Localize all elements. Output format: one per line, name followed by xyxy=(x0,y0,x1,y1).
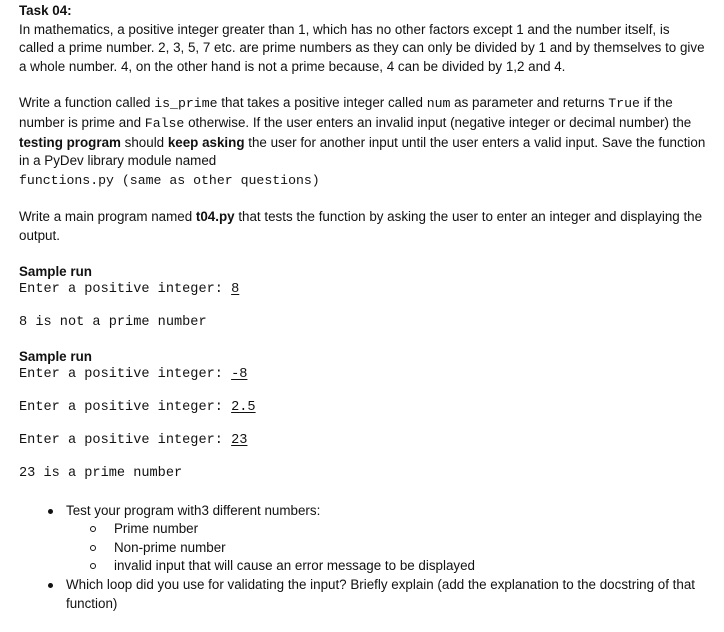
sample-run-label: Sample run xyxy=(19,348,92,364)
main-text-1: Write a main program named xyxy=(19,209,196,225)
sample-run-output: 8 is not a prime number xyxy=(19,314,207,330)
sample-run-1 xyxy=(19,263,708,331)
sample-run-prompt-line xyxy=(19,366,708,383)
sub-list-item: Non-prime number xyxy=(90,539,708,558)
spec-text-6: should xyxy=(120,134,168,150)
spec-text-2: that takes a positive integer called xyxy=(217,95,427,111)
spec-text-5: otherwise. If the user enters an invalid input (negative integer or decimal number) the xyxy=(184,114,692,130)
prompt-text: Enter a positive integer: xyxy=(19,281,232,297)
user-input: 2.5 xyxy=(231,399,256,415)
bullet-text: Which loop did you use for validating the input? Briefly explain (add the explanation to the docstring of that function) xyxy=(66,576,696,611)
testing-program-emphasis: testing program xyxy=(19,134,121,150)
module-name: functions.py (same as other questions) xyxy=(19,172,320,188)
user-input: 8 xyxy=(231,281,240,297)
prompt-text: Enter a positive integer: xyxy=(19,366,232,382)
spec-text-7: the user for another input until the user enters a valid input. Save the function in a PyDev library module named xyxy=(19,134,706,169)
keep-asking-emphasis: keep asking xyxy=(167,134,245,150)
param-name: num xyxy=(426,96,451,112)
user-input: 23 xyxy=(231,432,248,448)
user-input: -8 xyxy=(231,366,248,382)
true-keyword: True xyxy=(608,96,640,112)
list-item xyxy=(48,576,708,613)
sample-run-2 xyxy=(19,348,708,482)
sub-list xyxy=(66,520,708,576)
function-spec-paragraph xyxy=(19,94,708,190)
sample-run-prompt-line xyxy=(19,432,708,449)
list-item xyxy=(48,502,708,576)
spec-text-4: if the number is prime and xyxy=(19,95,673,130)
bullet-text: Test your program with3 different numbers: xyxy=(66,502,321,518)
sample-run-label: Sample run xyxy=(19,263,92,279)
requirements-list xyxy=(19,502,708,614)
sample-run-prompt-line xyxy=(19,399,708,416)
main-file-name: t04.py xyxy=(195,209,235,225)
prompt-text: Enter a positive integer: xyxy=(19,432,232,448)
sample-run-prompt-line xyxy=(19,281,708,298)
false-keyword: False xyxy=(144,115,185,131)
intro-paragraph: In mathematics, a positive integer greater than 1, which has no other factors except 1 and the number itself, is called a prime number. 2, 3, 5, 7 etc. are prime numbers as they can only be divided by 1 and by themselves to give a whole number. 4, on the other hand is not a prime because, 4 can be divided by 1,2 and 4. xyxy=(19,21,705,74)
main-program-paragraph xyxy=(19,208,708,245)
function-name: is_prime xyxy=(154,96,218,112)
main-text-2: that tests the function by asking the user to enter an integer and displaying the output. xyxy=(19,209,703,243)
sample-run-output: 23 is a prime number xyxy=(19,465,183,481)
spec-text-3: as parameter and returns xyxy=(450,95,609,111)
prompt-text: Enter a positive integer: xyxy=(19,399,232,415)
sub-list-item: Prime number xyxy=(90,520,708,539)
task-title: Task 04: xyxy=(19,3,72,18)
sub-list-item: invalid input that will cause an error message to be displayed xyxy=(90,557,708,576)
spec-text-1: Write a function called xyxy=(19,95,155,111)
